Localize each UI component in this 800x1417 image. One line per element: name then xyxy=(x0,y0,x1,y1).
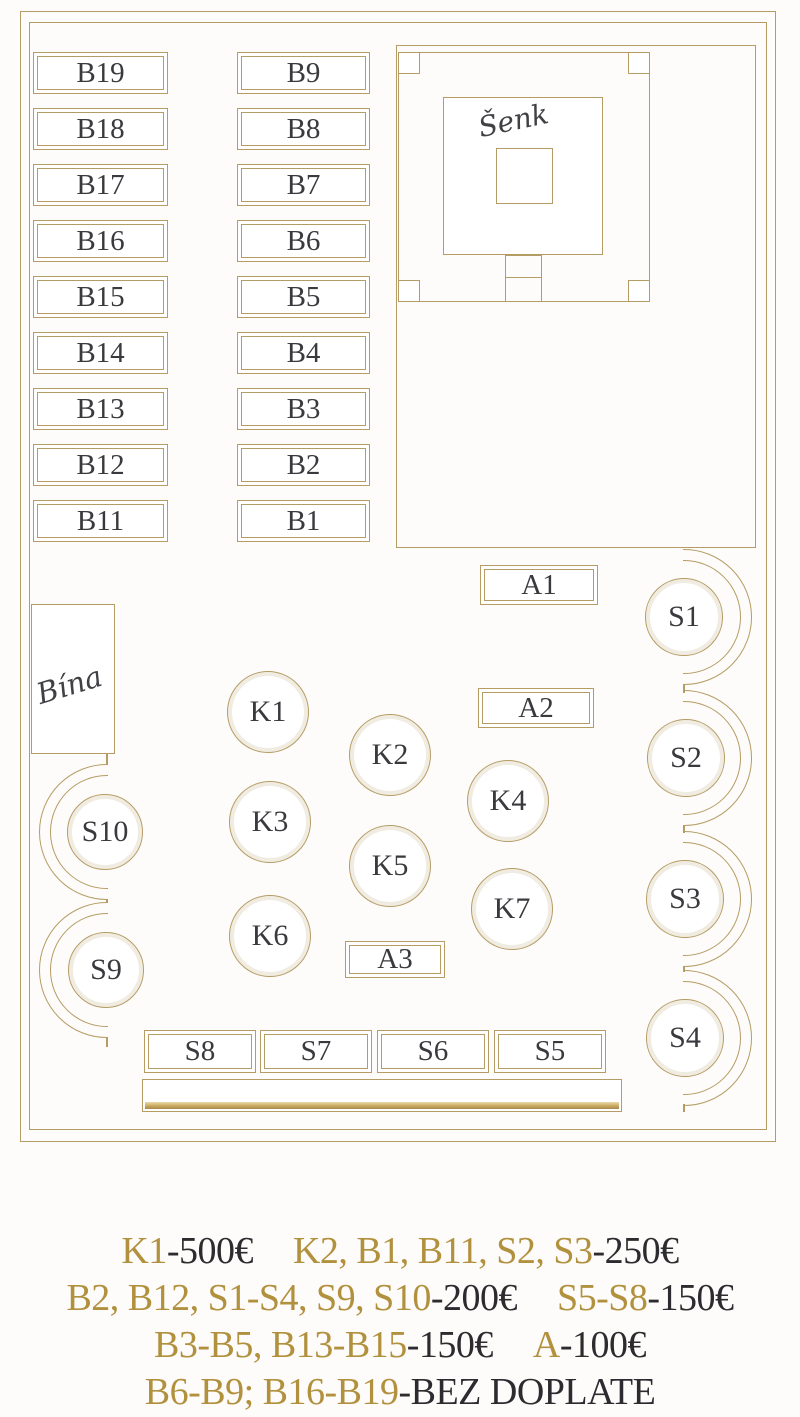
table-b9 xyxy=(237,52,370,94)
bar-label: Šenk xyxy=(475,97,552,144)
table-b6 xyxy=(237,220,370,262)
table-s9 xyxy=(68,932,144,1008)
table-b3 xyxy=(237,388,370,430)
legend-segment: -100€ xyxy=(559,1324,646,1366)
table-a1 xyxy=(480,565,598,605)
stage-edge-band xyxy=(145,1102,619,1109)
table-k6 xyxy=(229,895,311,977)
stage xyxy=(142,1079,622,1112)
table-label: B9 xyxy=(286,56,321,89)
legend-segment: A xyxy=(532,1324,560,1366)
table-label: K6 xyxy=(251,919,289,952)
legend-segment: -BEZ DOPLATE xyxy=(398,1371,656,1413)
bina-label: Bína xyxy=(32,659,107,711)
table-b19 xyxy=(33,52,168,94)
legend-segment: S5-S8 xyxy=(556,1277,648,1319)
table-label: B19 xyxy=(76,56,125,89)
table-b16 xyxy=(33,220,168,262)
table-b5 xyxy=(237,276,370,318)
table-s5 xyxy=(494,1030,606,1073)
table-b18 xyxy=(33,108,168,150)
table-label: S8 xyxy=(184,1035,216,1067)
table-label: B4 xyxy=(286,336,321,369)
table-label: B11 xyxy=(76,504,125,537)
bar-pillar xyxy=(398,52,420,74)
table-k5 xyxy=(349,825,431,907)
table-label: B16 xyxy=(76,224,125,257)
table-label: S5 xyxy=(534,1035,566,1067)
table-label: B14 xyxy=(76,336,125,369)
wall-segment xyxy=(106,1037,108,1047)
table-label: B1 xyxy=(286,504,321,537)
table-label: S2 xyxy=(670,741,702,774)
table-k3 xyxy=(229,781,311,863)
table-k7 xyxy=(471,868,553,950)
table-label: S7 xyxy=(300,1035,332,1067)
table-b4 xyxy=(237,332,370,374)
table-s4 xyxy=(646,999,724,1077)
legend-segment: K1 xyxy=(121,1230,167,1272)
table-label: B12 xyxy=(76,448,125,481)
bar-center-square xyxy=(496,148,553,204)
table-label: A2 xyxy=(518,691,554,724)
table-b14 xyxy=(33,332,168,374)
table-label: B15 xyxy=(76,280,125,313)
table-s7 xyxy=(260,1030,372,1073)
table-label: S9 xyxy=(90,953,122,986)
table-label: B7 xyxy=(286,168,321,201)
legend-segment: K2, B1, B11, S2, S3 xyxy=(292,1230,593,1272)
table-label: B3 xyxy=(286,392,321,425)
legend-segment: B6-B9; B16-B19 xyxy=(144,1371,399,1413)
table-label: S1 xyxy=(668,600,700,633)
table-b17 xyxy=(33,164,168,206)
table-label: B18 xyxy=(76,112,125,145)
legend-segment: -200€ xyxy=(430,1277,517,1319)
table-label: K1 xyxy=(249,695,287,728)
table-label: K5 xyxy=(371,849,409,882)
legend-segment: -500€ xyxy=(166,1230,253,1272)
table-a3 xyxy=(345,941,445,978)
table-label: S3 xyxy=(669,882,701,915)
table-label: B6 xyxy=(286,224,321,257)
table-label: K3 xyxy=(251,805,289,838)
table-label: A1 xyxy=(521,568,557,601)
table-s3 xyxy=(646,860,724,938)
table-k2 xyxy=(349,714,431,796)
bar-pillar xyxy=(628,52,650,74)
table-a2 xyxy=(478,688,594,728)
legend-segment: -150€ xyxy=(647,1277,734,1319)
table-k4 xyxy=(467,760,549,842)
table-label: B5 xyxy=(286,280,321,313)
table-b11 xyxy=(33,500,168,542)
table-label: K4 xyxy=(489,784,527,817)
table-label: B17 xyxy=(76,168,125,201)
table-s1 xyxy=(645,578,723,656)
legend-line xyxy=(0,1275,800,1322)
table-s8 xyxy=(144,1030,256,1073)
table-label: K2 xyxy=(371,738,409,771)
legend-line xyxy=(0,1228,800,1275)
price-legend xyxy=(0,1228,800,1416)
table-b15 xyxy=(33,276,168,318)
bar-pillar xyxy=(628,280,650,302)
bar-step xyxy=(505,255,542,278)
legend-line xyxy=(0,1369,800,1416)
table-s10 xyxy=(67,794,143,870)
legend-line xyxy=(0,1322,800,1369)
legend-segment: B2, B12, S1-S4, S9, S10 xyxy=(66,1277,431,1319)
table-b7 xyxy=(237,164,370,206)
legend-segment: -250€ xyxy=(592,1230,679,1272)
table-b1 xyxy=(237,500,370,542)
bar-pillar xyxy=(398,280,420,302)
table-label: S10 xyxy=(81,815,129,848)
table-s2 xyxy=(647,719,725,797)
table-b13 xyxy=(33,388,168,430)
table-label: S6 xyxy=(417,1035,449,1067)
table-label: B13 xyxy=(76,392,125,425)
legend-segment: B3-B5, B13-B15 xyxy=(154,1324,407,1366)
table-label: S4 xyxy=(669,1021,701,1054)
table-label: A3 xyxy=(377,943,413,975)
table-b12 xyxy=(33,444,168,486)
table-k1 xyxy=(227,671,309,753)
table-s6 xyxy=(377,1030,489,1073)
table-label: K7 xyxy=(493,892,531,925)
bar-step xyxy=(505,277,542,302)
table-b2 xyxy=(237,444,370,486)
table-label: B2 xyxy=(286,448,321,481)
table-label: B8 xyxy=(286,112,321,145)
legend-segment: -150€ xyxy=(406,1324,493,1366)
table-b8 xyxy=(237,108,370,150)
